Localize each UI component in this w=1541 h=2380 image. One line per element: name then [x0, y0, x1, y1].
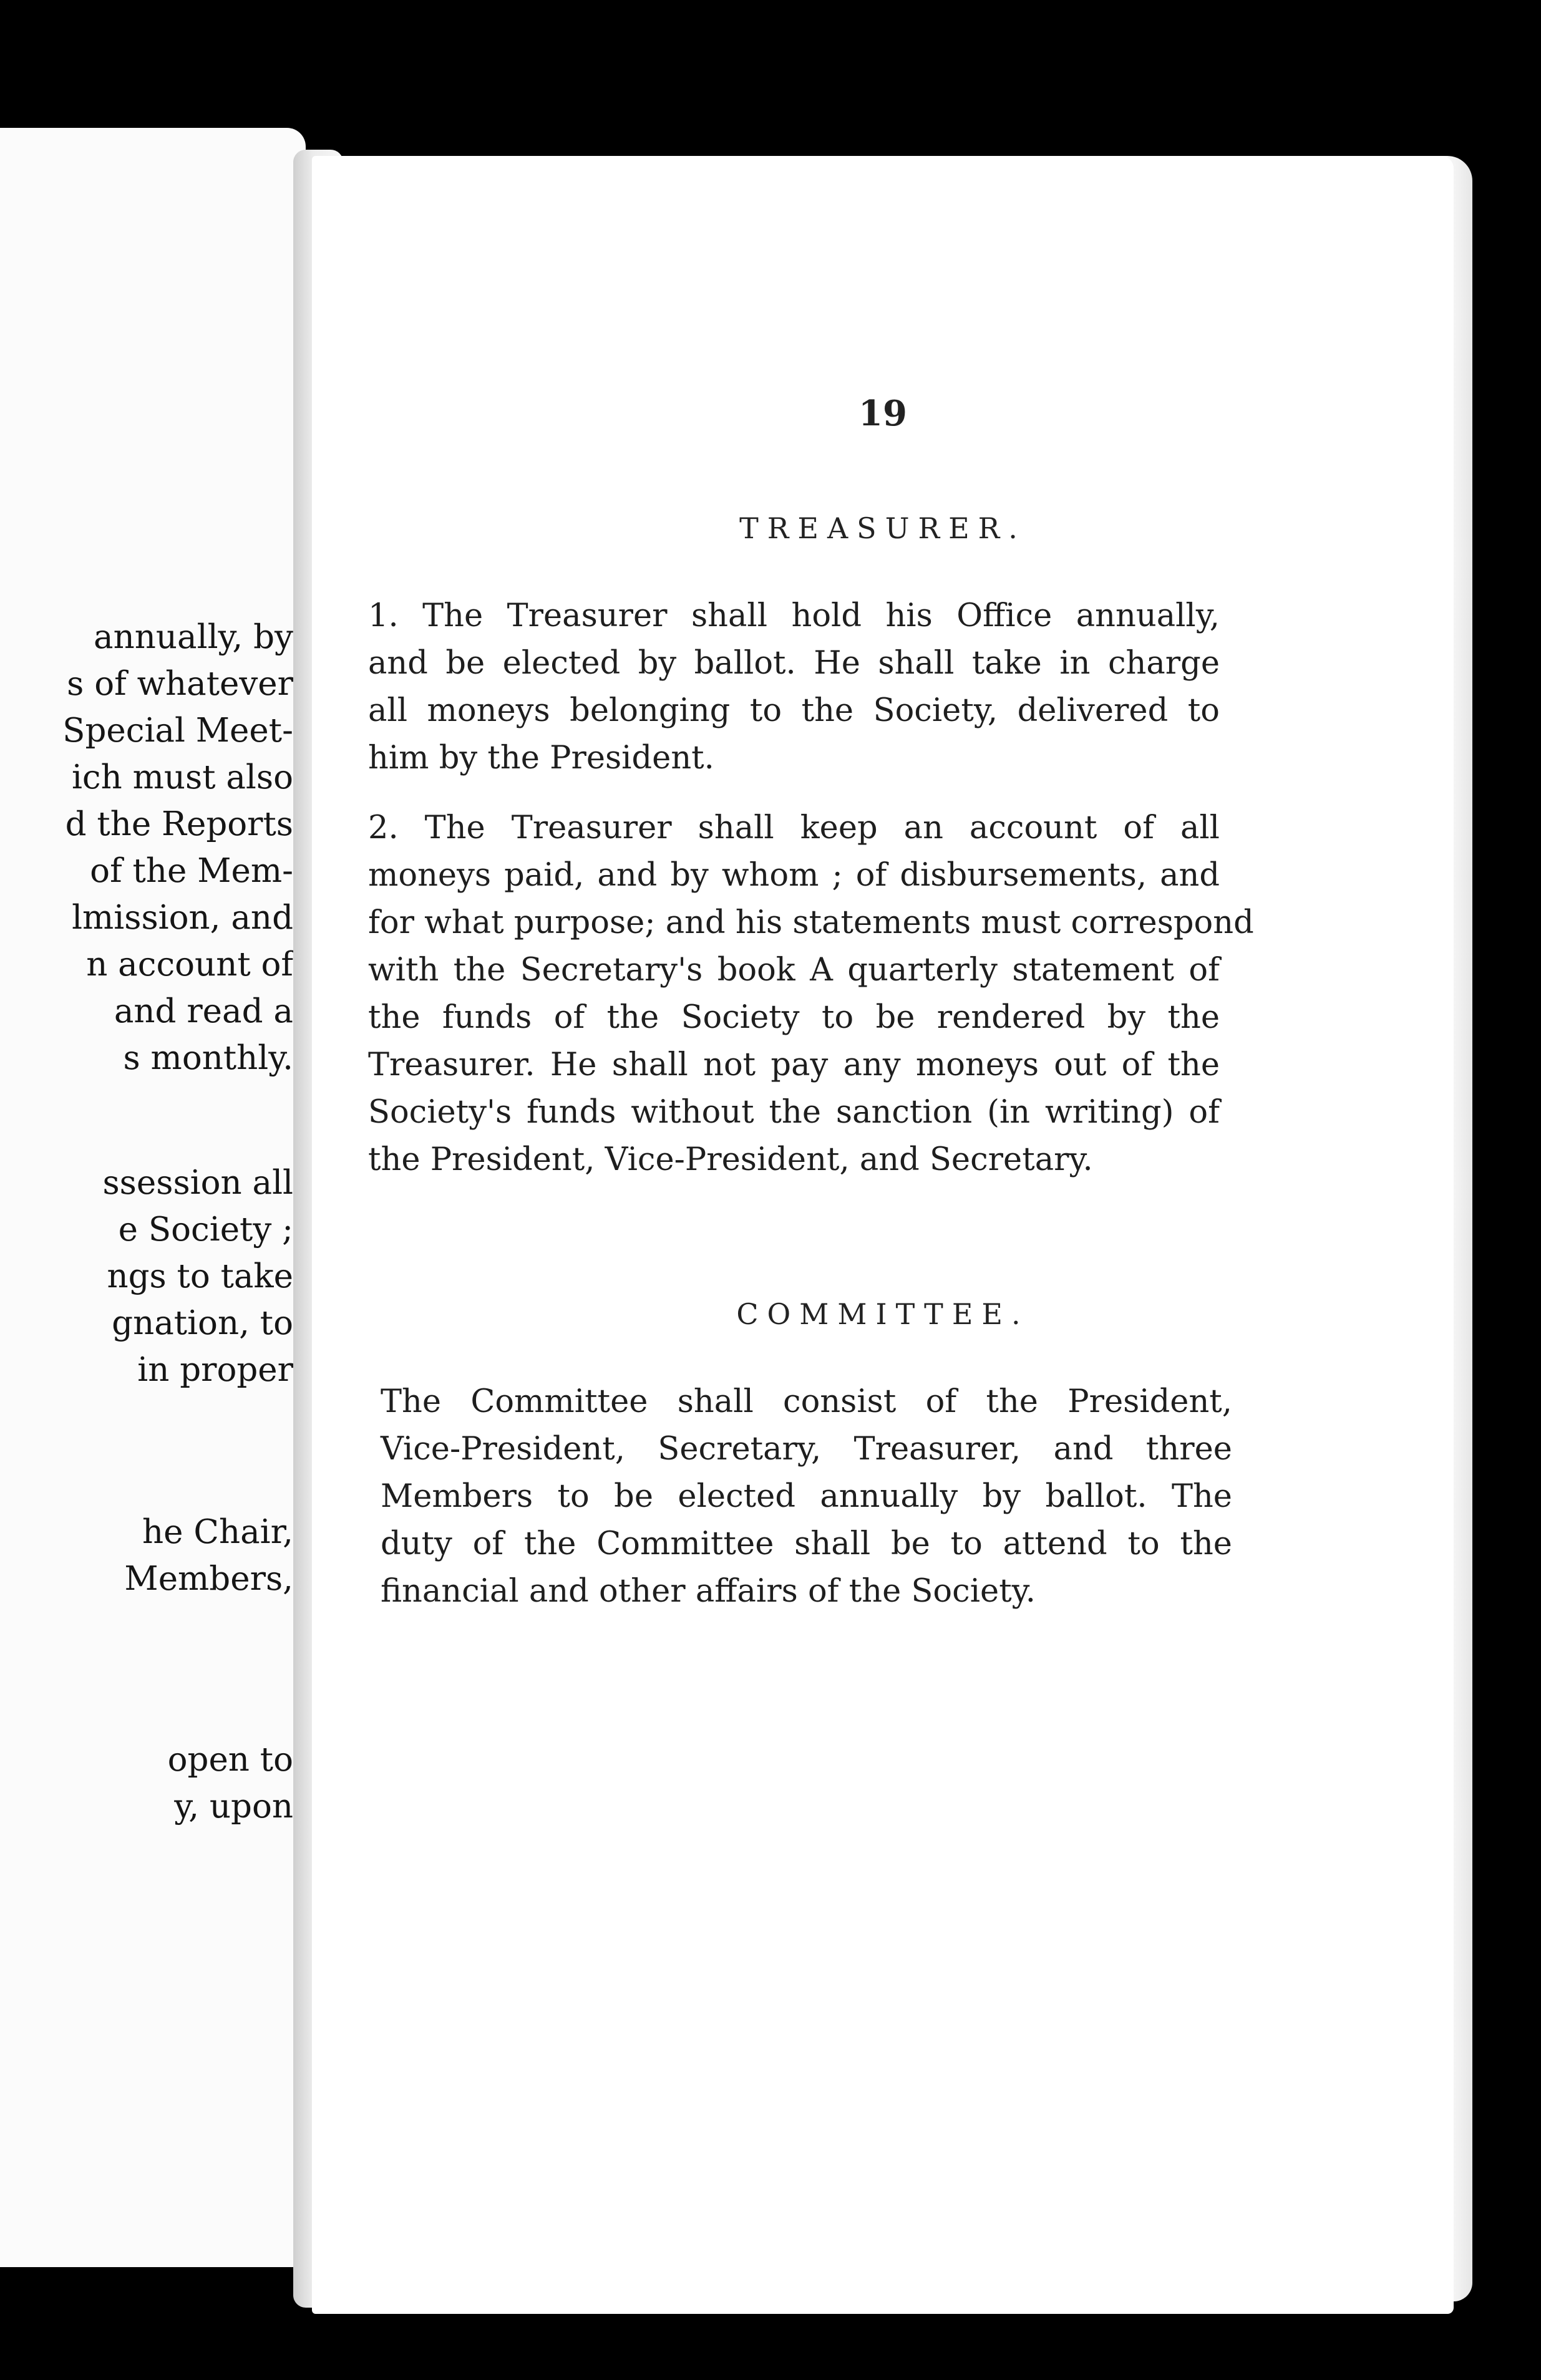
text-line: him by the President.: [368, 740, 714, 776]
left-page-fragment: of the Mem-: [90, 852, 293, 890]
left-page-fragment: annually, by: [94, 618, 293, 656]
left-page-fragment: s of whatever: [67, 665, 293, 703]
left-page-fragment: in proper: [137, 1351, 293, 1389]
text-line: 1. The Treasurer shall hold his Office annually,: [368, 597, 1220, 634]
text-line: and be elected by ballot. He shall take in charge: [368, 645, 1220, 682]
left-page-fragment: he Chair,: [142, 1513, 293, 1551]
text-line: the funds of the Society to be rendered by the: [368, 999, 1220, 1036]
text-line: 2. The Treasurer shall keep an account of all: [368, 810, 1220, 846]
right-page: [312, 156, 1454, 2314]
left-page-fragment: y, upon: [174, 1787, 293, 1826]
left-page-fragment: Special Meet-: [62, 712, 293, 750]
left-page-fragment: and read a: [114, 992, 293, 1030]
treasurer-paragraph-1: [368, 593, 1220, 782]
left-page-fragment: n account of: [86, 946, 293, 984]
left-page-fragment: open to: [167, 1741, 293, 1779]
section-heading-treasurer: TREASURER.: [739, 511, 1026, 545]
text-line: financial and other affairs of the Society.: [381, 1573, 1036, 1610]
left-page-fragment: s monthly.: [123, 1039, 293, 1077]
text-line: Society's funds without the sanction (in writing) of: [368, 1094, 1220, 1131]
text-line: with the Secretary's book A quarterly statement of: [368, 952, 1220, 989]
text-line: the President, Vice-President, and Secretary.: [368, 1141, 1093, 1178]
left-page-fragment: ssession all: [102, 1164, 293, 1202]
text-line: for what purpose; and his statements must correspond: [368, 904, 1254, 941]
text-line: Vice-President, Secretary, Treasurer, and three: [381, 1431, 1232, 1468]
text-line: duty of the Committee shall be to attend to the: [381, 1526, 1232, 1562]
page-number: 19: [858, 393, 907, 434]
text-line: all moneys belonging to the Society, delivered to: [368, 692, 1220, 729]
text-line: Treasurer. He shall not pay any moneys out of the: [368, 1047, 1220, 1083]
left-page-fragment: e Society ;: [118, 1211, 293, 1249]
text-line: moneys paid, and by whom ; of disbursements, and: [368, 857, 1220, 894]
text-line: Members to be elected annually by ballot. The: [381, 1478, 1232, 1515]
treasurer-paragraph-2: [368, 805, 1254, 1184]
left-facing-page: [0, 128, 306, 2267]
text-line: The Committee shall consist of the President,: [381, 1383, 1232, 1420]
committee-paragraph: [381, 1378, 1232, 1615]
left-page-fragment: ich must also: [71, 758, 293, 796]
left-page-fragment: ngs to take: [107, 1257, 293, 1295]
left-page-fragment: d the Reports: [65, 805, 293, 843]
left-page-fragment: gnation, to: [112, 1304, 293, 1342]
left-page-fragment: lmission, and: [72, 899, 293, 937]
section-heading-committee: COMMITTEE.: [736, 1297, 1029, 1331]
left-page-fragment: Members,: [124, 1560, 293, 1598]
